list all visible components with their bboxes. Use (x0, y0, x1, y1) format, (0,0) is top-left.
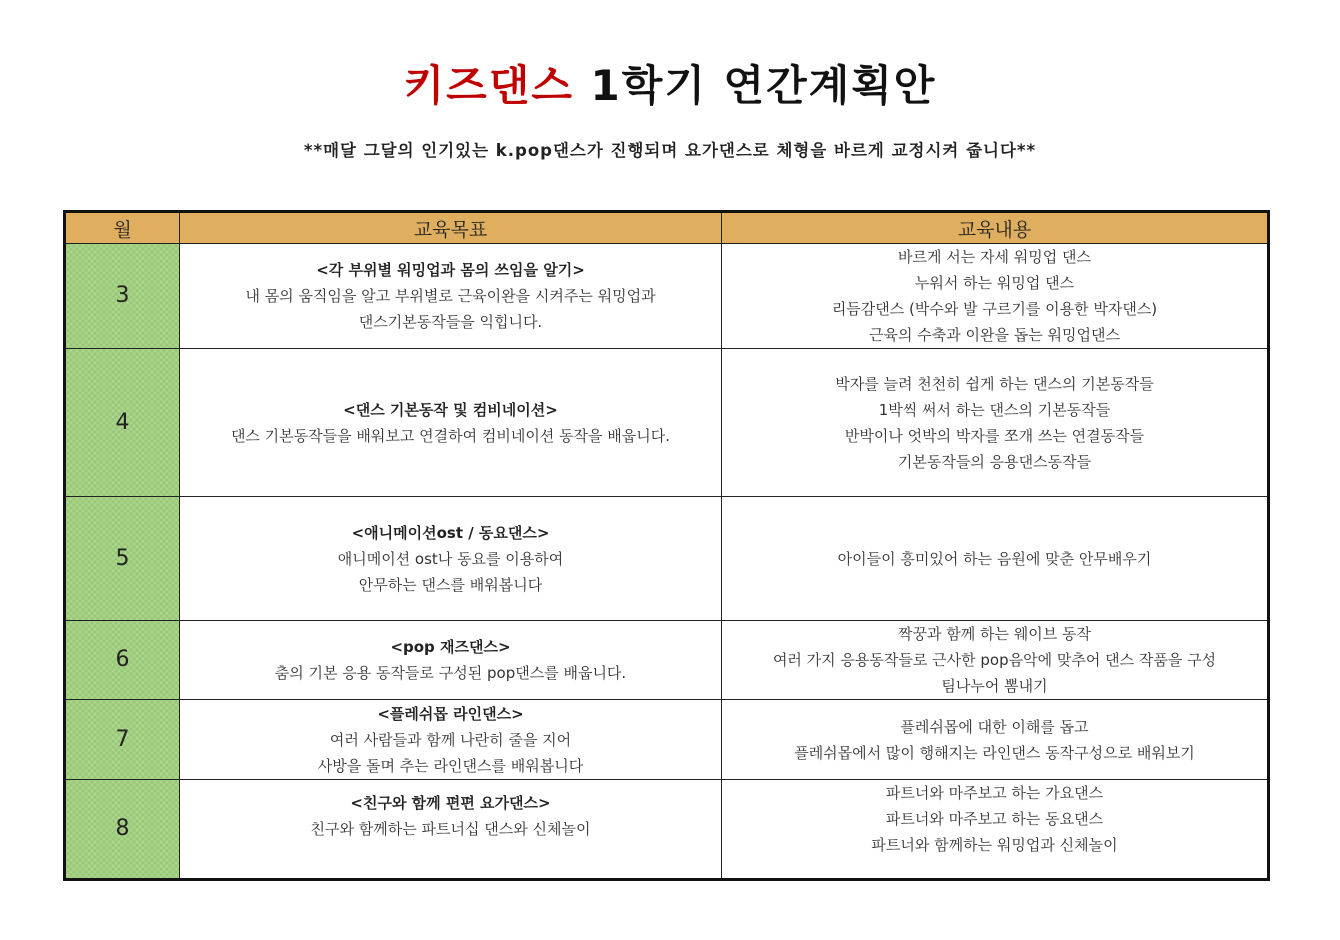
table-row (65, 621, 1269, 700)
content-line: 박자를 늘려 천천히 쉽게 하는 댄스의 기본동작들 (835, 374, 1154, 393)
goal-cell (180, 244, 722, 349)
content-line: 근육의 수축과 이완을 돕는 워밍업댄스 (869, 326, 1120, 344)
content-line: 파트너와 함께하는 워밍업과 신체놀이 (871, 836, 1118, 854)
month-cell: 7 (65, 700, 180, 780)
table-row (65, 700, 1269, 780)
goal-line: 사방을 돌며 추는 라인댄스를 배워봅니다 (317, 756, 584, 775)
goal-title: <댄스 기본동작 및 컴비네이션> (343, 400, 558, 419)
month-cell: 4 (65, 349, 180, 497)
content-cell (722, 349, 1269, 497)
content-line: 리듬감댄스 (박수와 발 구르기를 이용한 박자댄스) (831, 300, 1158, 318)
month-cell: 6 (65, 621, 180, 700)
goal-title: <pop 재즈댄스> (390, 638, 511, 656)
content-cell (722, 244, 1269, 349)
header-goal: 교육목표 (180, 212, 722, 244)
content-line: 짝꿍과 함께 하는 웨이브 동작 (898, 625, 1091, 643)
goal-cell (180, 700, 722, 780)
table-header-row (65, 212, 1269, 244)
content-line: 바르게 서는 자세 워밍업 댄스 (898, 248, 1091, 266)
goal-cell (180, 780, 722, 880)
header-content: 교육내용 (722, 212, 1269, 244)
goal-line: 춤의 기본 응용 동작들로 구성된 pop댄스를 배웁니다. (274, 664, 627, 682)
month-cell: 3 (65, 244, 180, 349)
goal-line: 애니메이션 ost나 동요를 이용하여 (337, 549, 564, 568)
table-row (65, 497, 1269, 621)
header-month: 월 (65, 212, 180, 244)
goal-line: 댄스기본동작들을 익힙니다. (358, 313, 543, 331)
content-line: 1박씩 써서 하는 댄스의 기본동작들 (878, 400, 1111, 419)
content-line: 여러 가지 응용동작들로 근사한 pop음악에 맞추어 댄스 작품을 구성 (772, 651, 1217, 669)
content-line: 플레쉬몹에 대한 이해를 돕고 (900, 717, 1089, 736)
content-line: 기본동작들의 응용댄스동작들 (897, 452, 1092, 471)
goal-line: 댄스 기본동작들을 배워보고 연결하여 컴비네이션 동작을 배웁니다. (230, 426, 671, 445)
title-highlight: 키즈댄스 (403, 61, 574, 110)
goal-line: 친구와 함께하는 파트너십 댄스와 신체놀이 (310, 820, 591, 838)
content-line: 플레쉬몹에서 많이 행해지는 라인댄스 동작구성으로 배워보기 (794, 743, 1195, 762)
goal-line: 안무하는 댄스를 배워봅니다 (358, 575, 543, 594)
table-row (65, 244, 1269, 349)
content-line: 아이들이 흥미있어 하는 음원에 맞춘 안무배우기 (837, 549, 1152, 568)
table-row (65, 349, 1269, 497)
content-cell (722, 700, 1269, 780)
annual-plan-table (63, 210, 1270, 881)
goal-line: 내 몸의 움직임을 알고 부위별로 근육이완을 시켜주는 워밍업과 (245, 287, 656, 305)
goal-cell (180, 621, 722, 700)
goal-title: <애니메이션ost / 동요댄스> (351, 523, 550, 542)
content-line: 팀나누어 뽐내기 (941, 677, 1048, 695)
table-row (65, 780, 1269, 880)
goal-cell (180, 349, 722, 497)
content-cell (722, 497, 1269, 621)
content-line: 파트너와 마주보고 하는 동요댄스 (885, 810, 1104, 828)
month-cell: 5 (65, 497, 180, 621)
goal-title: <친구와 함께 편편 요가댄스> (350, 794, 551, 812)
content-line: 반박이나 엇박의 박자를 쪼개 쓰는 연결동작들 (844, 426, 1145, 445)
page-subtitle: **매달 그달의 인기있는 k.pop댄스가 진행되며 요가댄스로 체형을 바르게 교정시켜 줍니다** (303, 141, 1037, 160)
month-cell: 8 (65, 780, 180, 880)
goal-line: 여러 사람들과 함께 나란히 줄을 지어 (329, 730, 572, 749)
content-cell (722, 621, 1269, 700)
content-cell (722, 780, 1269, 880)
goal-title: <플레쉬몹 라인댄스> (377, 704, 524, 723)
content-line: 파트너와 마주보고 하는 가요댄스 (885, 784, 1104, 802)
title-main: 1학기 연간계획안 (590, 61, 937, 110)
goal-cell (180, 497, 722, 621)
page-title (0, 58, 1340, 114)
goal-title: <각 부위별 워밍업과 몸의 쓰임을 알기> (316, 261, 585, 279)
content-line: 누워서 하는 워밍업 댄스 (914, 274, 1075, 292)
